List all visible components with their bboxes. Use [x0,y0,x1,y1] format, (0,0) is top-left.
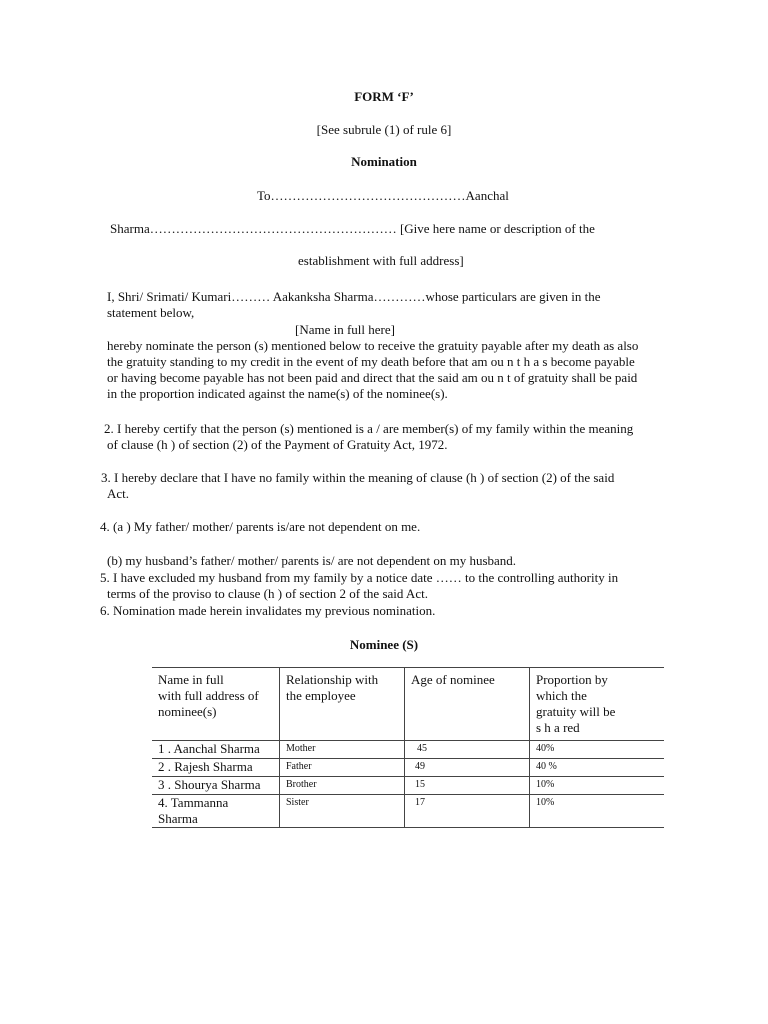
nominee-age: 15 [405,777,530,795]
nominee-age: 49 [405,759,530,777]
nominees-heading: Nominee (S) [349,637,419,652]
clause-3-line-1: 3. I hereby declare that I have no family within the meaning of clause (h ) of section (2) of the said [101,470,615,485]
table-row [152,759,664,777]
table-row [152,741,664,759]
clause-6: 6. Nomination made herein invalidates my previous nomination. [100,603,436,618]
nominees-header-row [152,668,664,741]
declaration-line-4: the gratuity standing to my credit in the event of my death before that am ou n t h a s become payable [107,354,635,369]
clause-4b: (b) my husband’s father/ mother/ parents is/ are not dependent on my husband. [107,553,517,568]
header-proportion [530,668,665,741]
header-relationship [280,668,405,741]
clause-5-line-2: terms of the proviso to clause (h ) of section 2 of the said Act. [107,586,428,601]
nominee-name-line: Sharma [158,811,198,826]
header-name-line: nominee(s) [158,704,217,719]
table-row [152,795,664,828]
to-line-3: establishment with full address] [298,253,464,268]
nominee-name-line: 4. Tammanna [158,795,229,810]
declaration-line-1: I, Shri/ Srimati/ Kumari……… Aakanksha Sharma…………whose particulars are given in the [107,289,601,304]
header-name-line: Name in full [158,672,224,687]
header-proportion-line: Proportion by [536,672,608,687]
form-subrule: [See subrule (1) of rule 6] [316,122,452,137]
declaration-line-5: or having become payable has not been paid and direct that the said am ou n t of gratuity shall be paid [107,370,638,385]
nominee-name [152,795,280,828]
header-relationship-line: Relationship with [286,672,379,687]
nominee-proportion: 40 % [530,759,665,777]
nominee-relationship: Father [280,759,405,777]
clause-2-line-2: of clause (h ) of section (2) of the Payment of Gratuity Act, 1972. [107,437,448,452]
nominee-age: 17 [405,795,530,828]
header-relationship-line: the employee [286,688,356,703]
nominee-relationship: Mother [280,741,405,759]
nominee-relationship: Sister [280,795,405,828]
nominee-relationship: Brother [280,777,405,795]
to-line-2: Sharma………………………………………………… [Give here name or description of the [110,221,595,236]
header-age-line: Age of nominee [411,672,495,687]
nominee-name: 2 . Rajesh Sharma [152,759,280,777]
header-age [405,668,530,741]
form-heading: Nomination [351,154,417,169]
clause-3-line-2: Act. [107,486,130,501]
declaration-line-3: hereby nominate the person (s) mentioned below to receive the gratuity payable after my death as also [107,338,639,353]
name-hint: [Name in full here] [295,322,395,337]
clause-2-line-1: 2. I hereby certify that the person (s) mentioned is a / are member(s) of my family within the meaning [104,421,634,436]
nominee-name: 3 . Shourya Sharma [152,777,280,795]
nominees-table [152,667,664,828]
header-proportion-line: which the [536,688,587,703]
clause-4a: 4. (a ) My father/ mother/ parents is/are not dependent on me. [100,519,421,534]
nominee-name: 1 . Aanchal Sharma [152,741,280,759]
header-name [152,668,280,741]
nominee-proportion: 10% [530,795,665,828]
nominee-age: 45 [405,741,530,759]
nominee-proportion: 10% [530,777,665,795]
header-proportion-line: gratuity will be [536,704,616,719]
to-line-1: To………………………………………Aanchal [257,188,509,203]
header-name-line: with full address of [158,688,259,703]
form-title: FORM ‘F’ [354,89,414,104]
declaration-line-2: statement below, [107,305,195,320]
header-proportion-line: s h a red [536,720,580,735]
table-row [152,777,664,795]
nominee-proportion: 40% [530,741,665,759]
clause-5-line-1: 5. I have excluded my husband from my family by a notice date …… to the controlling authority in [100,570,619,585]
declaration-line-6: in the proportion indicated against the name(s) of the nominee(s). [107,386,448,401]
